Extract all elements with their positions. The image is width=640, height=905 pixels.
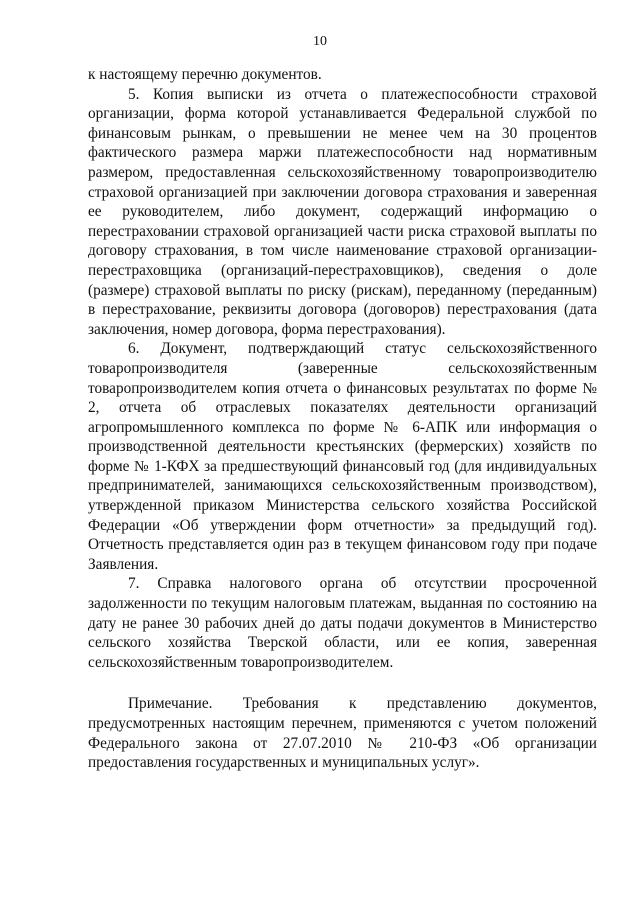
paragraph-item-7: 7. Справка налогового органа об отсутствии просроченной задолженности по текущим налоговым платежам, выданная по состоянию на дату не ранее 30 рабочих дней до даты подачи документов в Министерство сельского хозяйства Тверской области, или ее копия, заверенная сельскохозяйственным товаропроизводителем. bbox=[88, 575, 597, 671]
paragraph-item-6: 6. Документ, подтверждающий статус сельскохозяйственного товаропроизводителя (заверенные сельскохозяйственным товаропроизводителем копия отчета о финансовых результатах по форме № 2, отчета об отраслевых показателях деятельности организаций агропромышленного комплекса по форме № 6-АПК или информация о производственной деятельности крестьянских (фермерских) хозяйств по форме № 1-КФХ за предшествующий финансовый год (для индивидуальных предпринимателей, занимающихся сельскохозяйственным производством), утвержденной приказом Министерства сельского хозяйства Российской Федерации «Об утверждении форм отчетности» за предыдущий год). Отчетность представляется один раз в текущем финансовом году при подаче Заявления. bbox=[88, 340, 597, 573]
paragraph-note: Примечание. Требования к представлению документов, предусмотренных настоящим перечнем, применяются с учетом положений Федерального закона от 27.07.2010 № 210-ФЗ «Об организации предоставления государственных и муниципальных услуг». bbox=[88, 695, 597, 772]
page-number: 10 bbox=[313, 34, 327, 49]
paragraph-item-5: 5. Копия выписки из отчета о платежеспособности страховой организации, форма которой устанавливается Федеральной службой по финансовым рынкам, о превышении не менее чем на 30 процентов фактического размера маржи платежеспособности над нормативным размером, предоставленная сельскохозяйственному товаропроизводителю страховой организацией при заключении договора страхования и заверенная ее руководителем, либо документ, содержащий информацию о перестраховании страховой организацией части риска страховой выплаты по договору страхования, в том числе наименование страховой организации-перестраховщика (организаций-перестраховщиков), сведения о доле (размере) страховой выплаты по риску (рискам), переданному (переданным) в перестрахование, реквизиты договора (договоров) перестрахования (дата заключения, номер договора, форма перестрахования). bbox=[88, 85, 597, 338]
document-body bbox=[88, 65, 597, 773]
paragraph-continuation: к настоящему перечню документов. bbox=[88, 66, 322, 83]
